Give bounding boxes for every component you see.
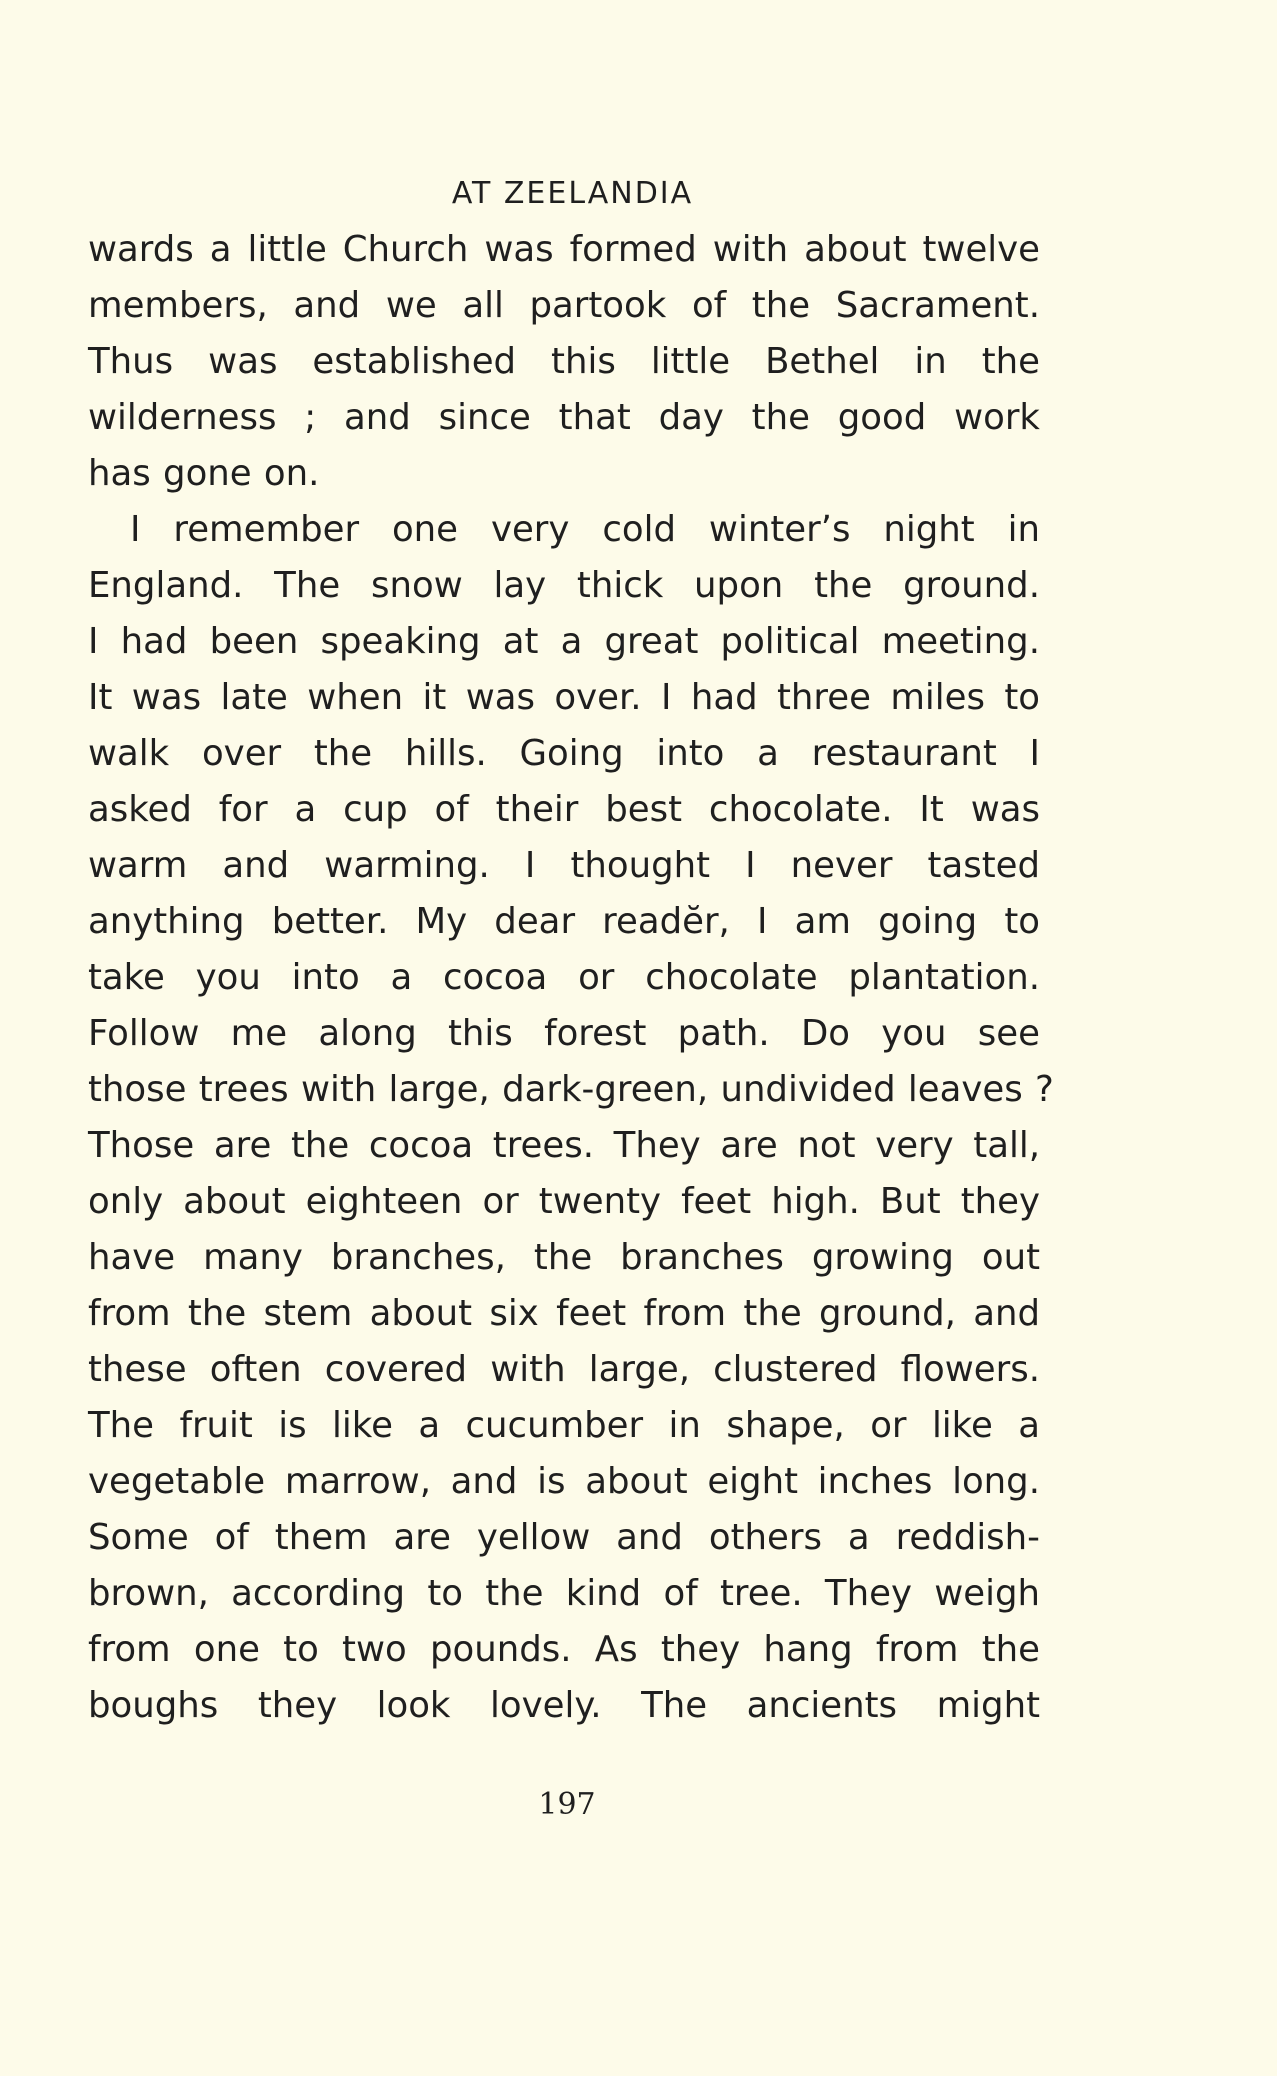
text-line: Some of them are yellow and others a reddish- bbox=[88, 1517, 1040, 1558]
text-line: members, and we all partook of the Sacrament. bbox=[88, 285, 1040, 326]
text-line: these often covered with large, clustered flowers. bbox=[88, 1349, 1040, 1390]
text-line: wilderness ; and since that day the good work bbox=[88, 397, 1040, 438]
text-line: only about eighteen or twenty feet high. But they bbox=[88, 1181, 1040, 1222]
text-line: have many branches, the branches growing out bbox=[88, 1237, 1040, 1278]
text-line: has gone on. bbox=[88, 453, 320, 494]
text-line: vegetable marrow, and is about eight inches long. bbox=[88, 1461, 1040, 1502]
text-line: Thus was established this little Bethel in the bbox=[88, 341, 1040, 382]
running-title: AT ZEELANDIA bbox=[451, 176, 694, 211]
text-line: boughs they look lovely. The ancients might bbox=[88, 1685, 1040, 1726]
text-line: Those are the cocoa trees. They are not very tall, bbox=[88, 1125, 1040, 1166]
text-line: I remember one very cold winter’s night in bbox=[130, 509, 1040, 550]
text-line: The fruit is like a cucumber in shape, or like a bbox=[88, 1405, 1040, 1446]
text-line: those trees with large, dark-green, undivided leaves ? bbox=[88, 1069, 1054, 1110]
text-line: from one to two pounds. As they hang from the bbox=[88, 1629, 1040, 1670]
text-line: warm and warming. I thought I never tasted bbox=[88, 845, 1040, 886]
text-line: from the stem about six feet from the ground, and bbox=[88, 1293, 1040, 1334]
text-line: walk over the hills. Going into a restaurant I bbox=[88, 733, 1040, 774]
text-line: wards a little Church was formed with about twelve bbox=[88, 229, 1040, 270]
text-line: take you into a cocoa or chocolate plantation. bbox=[88, 957, 1040, 998]
text-line: asked for a cup of their best chocolate. It was bbox=[88, 789, 1040, 830]
text-line: England. The snow lay thick upon the ground. bbox=[88, 565, 1040, 606]
text-line: I had been speaking at a great political meeting. bbox=[88, 621, 1040, 662]
text-line: brown, according to the kind of tree. They weigh bbox=[88, 1573, 1040, 1614]
text-line: It was late when it was over. I had three miles to bbox=[88, 677, 1040, 718]
page-number: 197 bbox=[538, 1787, 596, 1822]
text-line: anything better. My dear readĕr, I am going to bbox=[88, 901, 1040, 942]
text-line: Follow me along this forest path. Do you see bbox=[88, 1013, 1040, 1054]
